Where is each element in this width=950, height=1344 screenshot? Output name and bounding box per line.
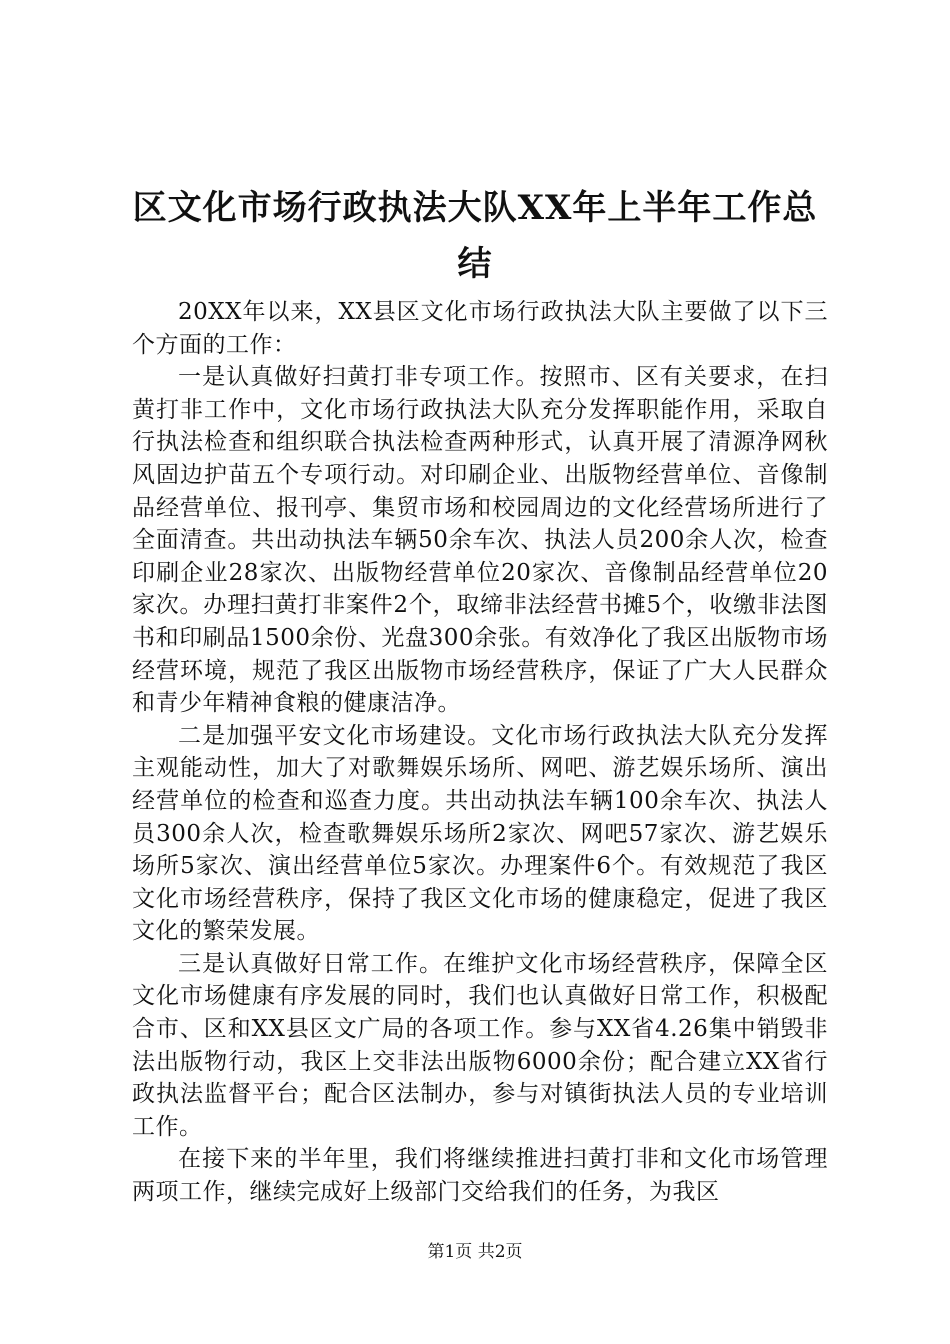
document-title: 区文化市场行政执法大队XX年上半年工作总结: [132, 188, 818, 284]
paragraph-daily-work: 三是认真做好日常工作。在维护文化市场经营秩序，保障全区文化市场健康有序发展的同时，我们也认真做好日常工作，积极配合市、区和XX县区文广局的各项工作。参与XX省4.26集中销毁非法出版物行动，我区上交非法出版物6000余份；配合建立XX省行政执法监督平台；配合区法制办，参与对镇街执法人员的专业培训工作。: [132, 950, 828, 1140]
paragraph-safe-market: 二是加强平安文化市场建设。文化市场行政执法大队充分发挥主观能动性，加大了对歌舞娱乐场所、网吧、游艺娱乐场所、演出经营单位的检查和巡查力度。共出动执法车辆100余车次、执法人员300余人次，检查歌舞娱乐场所2家次、网吧57家次、游艺娱乐场所5家次、演出经营单位5家次。办理案件6个。有效规范了我区文化市场经营秩序，保持了我区文化市场的健康稳定，促进了我区文化的繁荣发展。: [132, 722, 828, 945]
paragraph-next-half-year: 在接下来的半年里，我们将继续推进扫黄打非和文化市场管理两项工作，继续完成好上级部门交给我们的任务，为我区: [132, 1146, 828, 1206]
page-number-footer: 第1页 共2页: [427, 1242, 523, 1262]
paragraph-anti-pornography: 一是认真做好扫黄打非专项工作。按照市、区有关要求，在扫黄打非工作中，文化市场行政执法大队充分发挥职能作用，采取自行执法检查和组织联合执法检查两种形式，认真开展了清源净网秋风固边护苗五个专项行动。对印刷企业、出版物经营单位、音像制品经营单位、报刊亭、集贸市场和校园周边的文化经营场所进行了全面清查。共出动执法车辆50余车次、执法人员200余人次，检查印刷企业28家次、出版物经营单位20家次、音像制品经营单位20家次。办理扫黄打非案件2个，取缔非法经营书摊5个，收缴非法图书和印刷品1500余份、光盘300余张。有效净化了我区出版物市场经营环境，规范了我区出版物市场经营秩序，保证了广大人民群众和青少年精神食粮的健康洁净。: [132, 364, 828, 717]
document-body: [132, 296, 828, 1209]
paragraph-intro: 20XX年以来，XX县区文化市场行政执法大队主要做了以下三个方面的工作：: [132, 299, 828, 358]
